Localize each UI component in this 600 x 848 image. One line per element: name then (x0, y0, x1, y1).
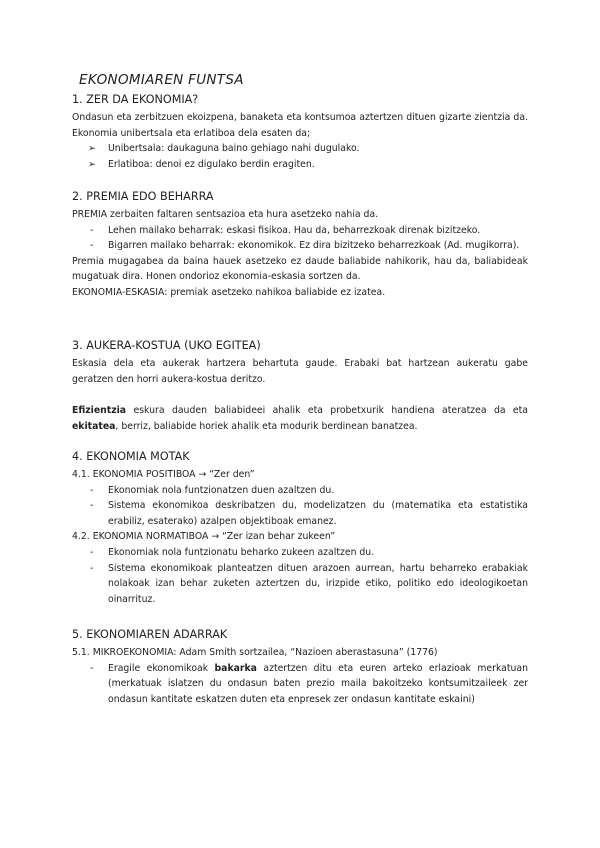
section-3-heading: 3. AUKERA-KOSTUA (UKO EGITEA) (72, 339, 261, 352)
list-item: - Sistema ekonomikoa deskribatzen du, modelizatzen du (matematika eta estatistika erabiliz, esaterako) azalpen objektiboak emanez. (90, 500, 528, 527)
section-4-list-2 (72, 545, 528, 607)
section-3-paragraph: Eskasia dela eta aukerak hartzera behartuta gaude. Erabaki bat hartzean aukeratu gabe geratzen den horri aukera-kostua deritzo. (72, 358, 528, 385)
list-item: ➢ Unibertsala: daukaguna baino gehiago nahi dugulako. (72, 141, 528, 157)
bold-term: bakarka (214, 662, 257, 674)
section-1-heading: 1. ZER DA EKONOMIA? (72, 93, 199, 106)
section-2-heading: 2. PREMIA EDO BEHARRA (72, 190, 214, 203)
list-item: - Ekonomiak nola funtzionatzen duen azaltzen du. (90, 484, 335, 496)
list-item: - Bigarren mailako beharrak: ekonomikok. Ez dira bizitzeko beharrezkoak (Ad. mugikorra). (90, 240, 520, 252)
list-item: - Ekonomiak nola funtzionatu beharko zukeen azaltzen du. (90, 546, 375, 558)
section-4-heading: 4. EKONOMIA MOTAK (72, 450, 190, 463)
efficiency-paragraph: Efizientzia eskura dauden baliabideei ahalik eta probetxurik handiena ateratzea da eta ekitatea, berriz, baliabide horiek ahalik eta modurik berdinean banatzea. (72, 405, 528, 432)
section-1 (72, 92, 528, 172)
section-5-heading: 5. EKONOMIAREN ADARRAK (72, 628, 228, 641)
list-item: - Lehen mailako beharrak: eskasi fisikoa. Hau da, beharrezkoak direnak bizitzeko. (90, 224, 481, 236)
section-1-list (72, 141, 528, 172)
arrow-bullet-icon: ➢ (88, 143, 96, 155)
section-3 (72, 338, 528, 434)
arrow-bullet-icon: ➢ (88, 158, 96, 170)
section-2-list (72, 223, 528, 254)
section-5-list (72, 661, 528, 708)
equity-term: ekitatea (72, 420, 116, 432)
section-2-paragraph: PREMIA zerbaiten faltaren sentsazioa eta hura asetzeko nahia da. (72, 209, 379, 220)
list-item: - Eragile ekonomikoak bakarka aztertzen ditu eta euren arteko erlazioak merkatuan (merkatuak islatzen du ondasun baten prezio maila bakoitzeko kontsumitzaileek zer ondasun kantitate eskatzen duten eta enpresek zer ondasun kantitate eskaini) (90, 662, 528, 705)
section-4-list-1 (72, 483, 528, 530)
section-2-definition: EKONOMIA-ESKASIA: premiak asetzeko nahikoa baliabide ez izatea. (72, 286, 386, 298)
section-5 (72, 627, 528, 707)
section-4 (72, 449, 528, 607)
section-4-subheading-2: 4.2. EKONOMIA NORMATIBOA → “Zer izan behar zukeen” (72, 531, 336, 543)
section-4-subheading-1: 4.1. EKONOMIA POSITIBOA → “Zer den” (72, 469, 255, 480)
section-2-paragraph-2: Premia mugagabea da baina hauek asetzeko ez daude baliabide nahikorik, hau da, baliabideak mugatuak dira. Honen ondorioz ekonomia-eskasia sortzen da. (72, 255, 528, 283)
efficiency-term: Efizientzia (72, 405, 127, 417)
document-title: EKONOMIAREN FUNTSA (79, 72, 244, 88)
section-1-paragraph: Ondasun eta zerbitzuen ekoizpena, banaketa eta kontsumoa aztertzen dituen gizarte zientzia da. Ekonomia unibertsala eta erlatiboa dela esaten da; (72, 112, 528, 139)
section-2 (72, 189, 528, 301)
list-item: - Sistema ekonomikoak planteatzen dituen arazoen aurrean, hartu beharreko erabakiak nolakoak izan behar zuketen aztertzen du, irizpide etiko, politiko edo ideologikoetan oinarrituz. (90, 562, 528, 605)
section-5-subheading-1: 5.1. MIKROEKONOMIA: Adam Smith sortzailea, “Nazioen aberastasuna” (1776) (72, 647, 438, 658)
list-item: ➢ Erlatiboa: denoi ez digulako berdin eragiten. (72, 157, 528, 173)
